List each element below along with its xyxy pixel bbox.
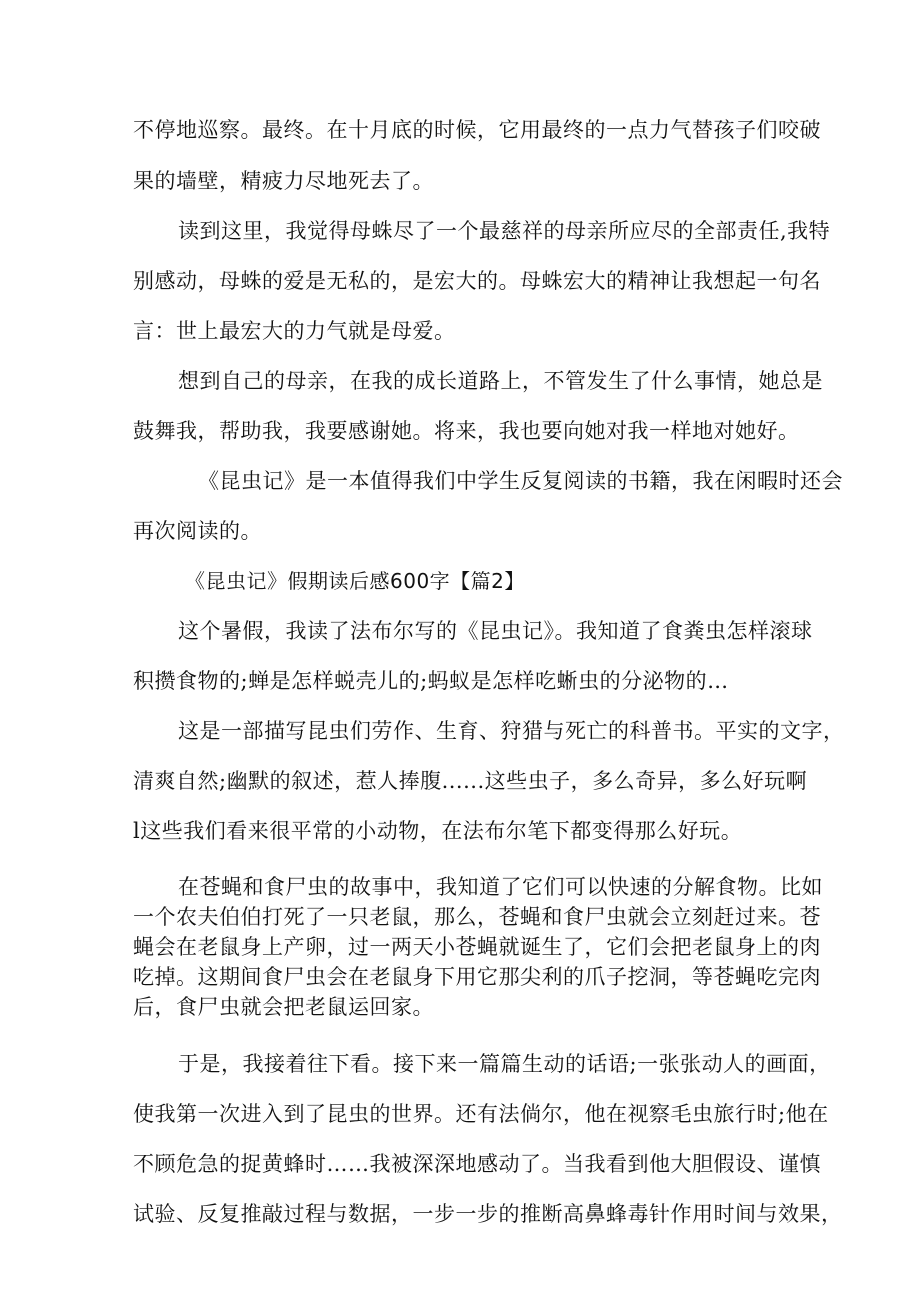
text-line: 清爽自然;幽默的叙述，惹人捧腹......这些虫子，多么奇异，多么好玩啊 bbox=[133, 769, 808, 793]
text-line: 想到自己的母亲，在我的成长道路上，不管发生了什么事情，她总是 bbox=[178, 369, 823, 393]
text-line: 使我第一次进入到了昆虫的世界。还有法倘尔，他在视察毛虫旅行时;他在 bbox=[133, 1102, 829, 1126]
text-line: 不停地巡察。最终。在十月底的时候，它用最终的一点力气替孩子们咬破 bbox=[133, 118, 821, 142]
text-line: 积攒食物的;蝉是怎样蜕壳儿的;蚂蚁是怎样吃蜥虫的分泌物的… bbox=[133, 669, 729, 693]
text-line: 不顾危急的捉黄蜂时……我被深深地感动了。当我看到他大胆假设、谨慎 bbox=[133, 1152, 821, 1176]
text-line: 再次阅读的。 bbox=[133, 519, 262, 543]
text-line: 《昆虫记》是一本值得我们中学生反复阅读的书籍，我在闲暇时还会 bbox=[198, 469, 843, 493]
text-line: 鼓舞我，帮助我，我要感谢她。将来，我也要向她对我一样地对她好。 bbox=[133, 419, 800, 443]
text-line: 于是，我接着往下看。接下来一篇篇生动的话语;一张张动人的画面， bbox=[178, 1052, 831, 1076]
text-line: l这些我们看来很平常的小动物，在法布尔笔下都变得那么好玩。 bbox=[133, 819, 743, 843]
text-line: 在苍蝇和食尸虫的故事中，我知道了它们可以快速的分解食物。比如 bbox=[178, 875, 823, 899]
text-line: 蝇会在老鼠身上产卵，过一两天小苍蝇就诞生了，它们会把老鼠身上的肉 bbox=[133, 935, 821, 959]
text-line: 试验、反复推敲过程与数据，一步一步的推断高鼻蜂毒针作用时间与效果， bbox=[133, 1202, 843, 1226]
text-line: 吃掉。这期间食尸虫会在老鼠身下用它那尖利的爪子挖洞，等苍蝇吃完肉 bbox=[133, 965, 821, 989]
text-line: 果的墙壁，精疲力尽地死去了。 bbox=[133, 169, 434, 193]
text-line: 这是一部描写昆虫们劳作、生育、狩猎与死亡的科普书。平实的文字， bbox=[178, 719, 845, 743]
text-line: 这个暑假，我读了法布尔写的《昆虫记》。我知道了食粪虫怎样滚球 bbox=[178, 619, 813, 643]
text-line: 别感动，母蛛的爱是无私的，是宏大的。母蛛宏大的精神让我想起一句名 bbox=[133, 269, 821, 293]
text-line: 言：世上最宏大的力气就是母爱。 bbox=[133, 319, 456, 343]
section-heading: 《昆虫记》假期读后感600字【篇2】 bbox=[185, 569, 525, 593]
text-line: 一个农夫伯伯打死了一只老鼠，那么，苍蝇和食尸虫就会立刻赶过来。苍 bbox=[133, 905, 821, 929]
text-line: 读到这里，我觉得母蛛尽了一个最慈祥的母亲所应尽的全部责任,我特 bbox=[178, 219, 831, 243]
text-line: 后，食尸虫就会把老鼠运回家。 bbox=[133, 995, 434, 1019]
